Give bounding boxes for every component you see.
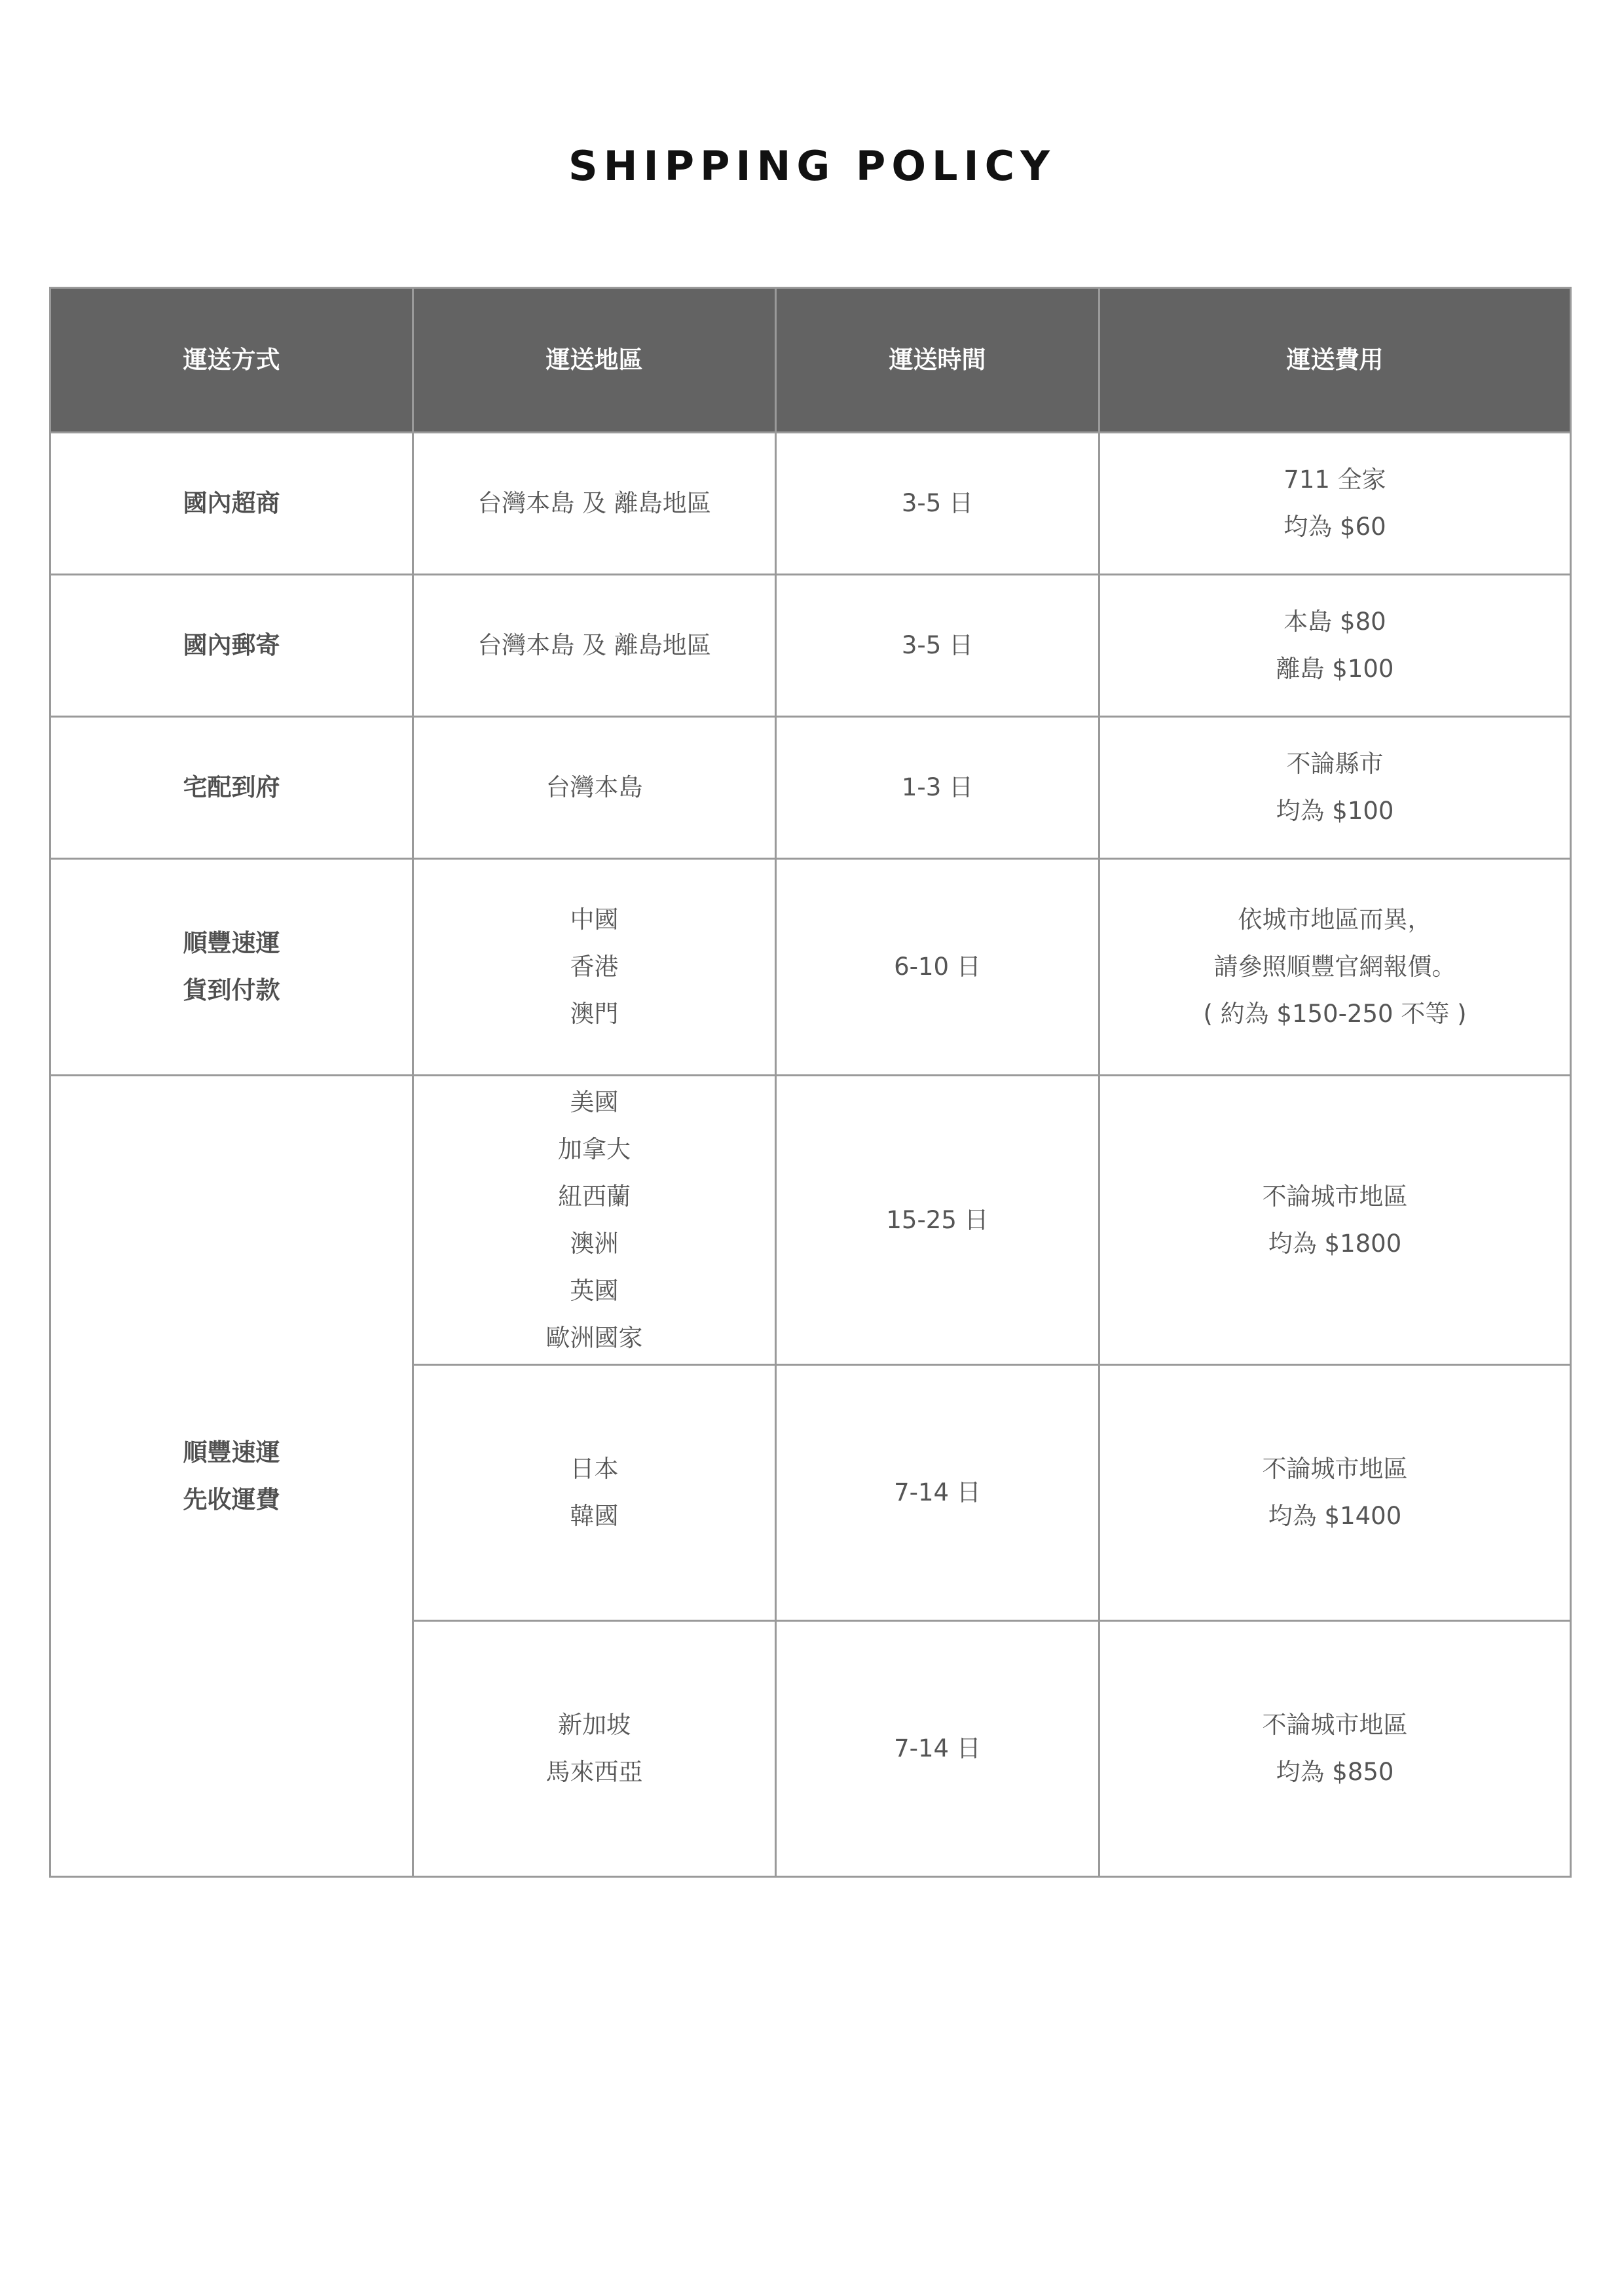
fee-line: 本島 $80 (1283, 608, 1386, 636)
region-line: 紐西蘭 (558, 1182, 631, 1211)
table-row (50, 575, 1571, 717)
region-line: 韓國 (570, 1502, 619, 1530)
table-header-row (50, 288, 1571, 433)
shipping-method-line: 國內超商 (183, 489, 280, 517)
shipping-method-cell (50, 717, 413, 859)
shipping-method-cell (50, 1076, 413, 1877)
shipping-method-line: 先收運費 (183, 1485, 280, 1514)
shipping-region-cell (413, 1076, 776, 1365)
region-line: 新加坡 (558, 1711, 631, 1739)
shipping-method-cell (50, 433, 413, 575)
shipping-fee-cell (1099, 859, 1571, 1076)
time-line: 1-3 日 (901, 773, 974, 801)
shipping-fee-cell (1099, 717, 1571, 859)
shipping-method-line: 順豐速運 (183, 1438, 280, 1467)
time-line: 7-14 日 (894, 1734, 981, 1762)
fee-line: 均為 $1400 (1268, 1502, 1402, 1530)
shipping-region-cell (413, 575, 776, 717)
shipping-time-cell (776, 717, 1099, 859)
region-line: 澳洲 (570, 1229, 619, 1258)
fee-line: 均為 $100 (1276, 797, 1394, 825)
shipping-fee-cell (1099, 1365, 1571, 1621)
shipping-method-line: 國內郵寄 (183, 631, 280, 659)
shipping-time-cell (776, 859, 1099, 1076)
page-title: SHIPPING POLICY (568, 142, 1056, 190)
shipping-method-cell (50, 575, 413, 717)
table-row (50, 717, 1571, 859)
time-line: 15-25 日 (886, 1205, 989, 1234)
time-line: 7-14 日 (894, 1478, 981, 1506)
region-line: 澳門 (570, 1000, 619, 1028)
shipping-method-line: 貨到付款 (183, 976, 280, 1004)
fee-line: 均為 $850 (1276, 1758, 1394, 1786)
fee-line: 離島 $100 (1276, 655, 1394, 683)
shipping-time-cell (776, 1076, 1099, 1365)
shipping-region-cell (413, 717, 776, 859)
shipping-time-cell (776, 433, 1099, 575)
region-line: 歐洲國家 (545, 1323, 643, 1352)
header-shipping-region: 運送地區 (413, 288, 776, 433)
region-line: 台灣本島 及 離島地區 (477, 631, 711, 659)
shipping-fee-cell (1099, 1076, 1571, 1365)
shipping-region-cell (413, 1365, 776, 1621)
header-shipping-time: 運送時間 (776, 288, 1099, 433)
shipping-time-cell (776, 1621, 1099, 1877)
region-line: 日本 (570, 1455, 619, 1483)
region-line: 香港 (570, 953, 619, 981)
fee-line: 均為 $60 (1283, 513, 1386, 541)
region-line: 馬來西亞 (545, 1758, 643, 1786)
region-line: 加拿大 (558, 1135, 631, 1163)
shipping-method-cell (50, 859, 413, 1076)
region-line: 中國 (570, 905, 619, 934)
region-line: 英國 (570, 1276, 619, 1305)
header-shipping-fee: 運送費用 (1099, 288, 1571, 433)
fee-line: 請參照順豐官網報價。 (1213, 953, 1456, 981)
fee-line: 711 全家 (1283, 465, 1386, 494)
time-line: 3-5 日 (901, 631, 974, 659)
shipping-fee-cell (1099, 575, 1571, 717)
time-line: 3-5 日 (901, 489, 974, 517)
table-row (50, 433, 1571, 575)
fee-line: 不論城市地區 (1262, 1182, 1408, 1211)
shipping-time-cell (776, 575, 1099, 717)
shipping-region-cell (413, 859, 776, 1076)
fee-line: 依城市地區而異， (1238, 905, 1432, 934)
fee-line: 不論城市地區 (1262, 1711, 1408, 1739)
fee-line: 不論縣市 (1286, 750, 1384, 778)
fee-line: ( 約為 $150-250 不等 ) (1203, 1000, 1467, 1028)
shipping-region-cell (413, 1621, 776, 1877)
shipping-fee-cell (1099, 433, 1571, 575)
shipping-region-cell (413, 433, 776, 575)
region-line: 台灣本島 (545, 773, 643, 801)
shipping-policy-table (49, 287, 1572, 1878)
shipping-method-line: 宅配到府 (183, 773, 280, 801)
region-line: 美國 (570, 1087, 619, 1116)
fee-line: 不論城市地區 (1262, 1455, 1408, 1483)
fee-line: 均為 $1800 (1268, 1229, 1402, 1258)
header-shipping-method: 運送方式 (50, 288, 413, 433)
time-line: 6-10 日 (894, 953, 981, 981)
region-line: 台灣本島 及 離島地區 (477, 489, 711, 517)
table-row (50, 1076, 1571, 1365)
shipping-fee-cell (1099, 1621, 1571, 1877)
shipping-time-cell (776, 1365, 1099, 1621)
shipping-method-line: 順豐速運 (183, 929, 280, 957)
table-row (50, 859, 1571, 1076)
